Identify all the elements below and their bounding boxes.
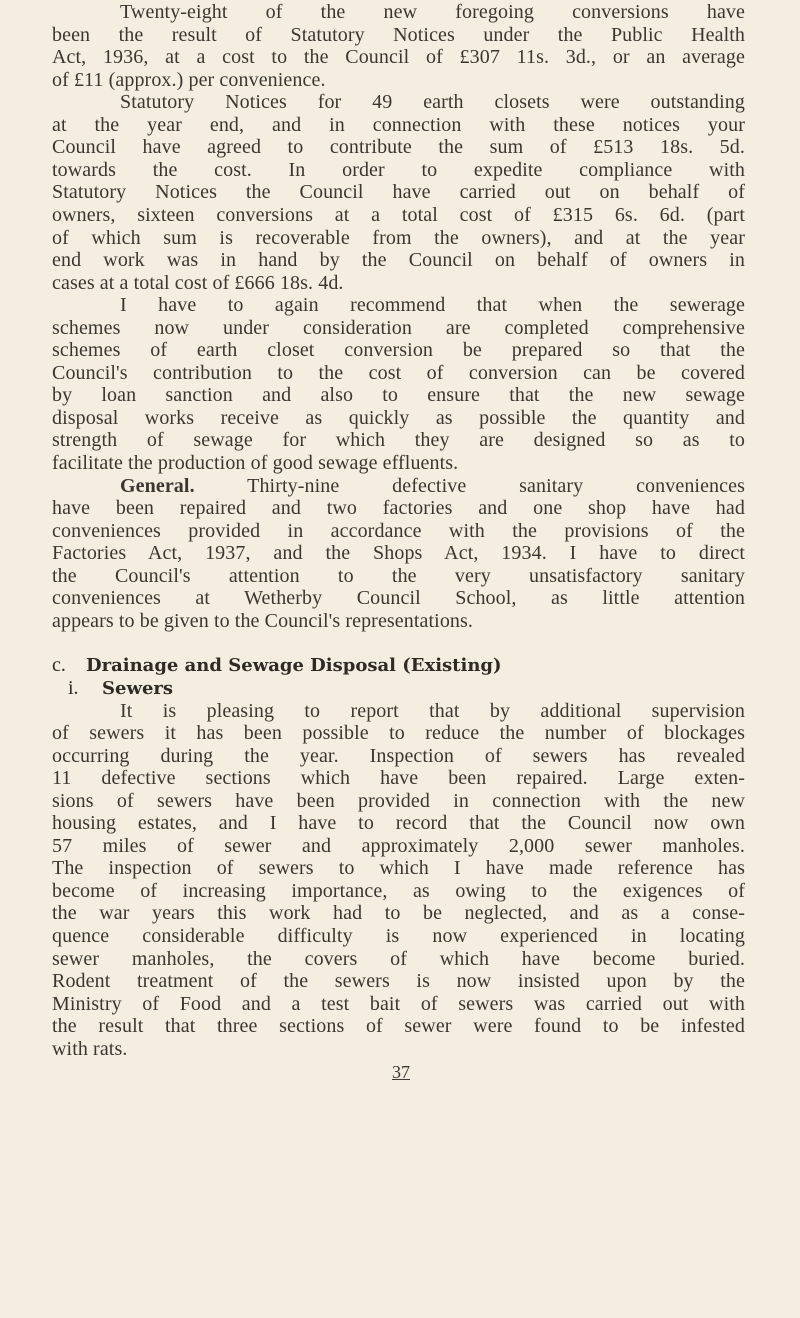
text-line: Statutory Notices the Council have carried out on behalf of xyxy=(52,181,745,204)
text-line: occurring during the year. Inspection of sewers has revealed xyxy=(52,744,745,767)
subsection-heading-title: Sewers xyxy=(102,677,174,699)
text-line: sewer manholes, the covers of which have become buried. xyxy=(52,947,745,970)
text-line: Statutory Notices for 49 earth closets were outstanding xyxy=(120,91,745,114)
text-line: the Council's attention to the very unsatisfactory sanitary xyxy=(52,564,745,587)
text-line: schemes now under consideration are completed comprehensive xyxy=(52,316,745,339)
text-line: Factories Act, 1937, and the Shops Act, 1934. I have to direct xyxy=(52,542,745,565)
text-line: become of increasing importance, as owing to the exigences of xyxy=(52,879,745,902)
text-line: Act, 1936, at a cost to the Council of £307 11s. 3d., or an average xyxy=(52,46,745,69)
text-line: been the result of Statutory Notices under the Public Health xyxy=(52,23,745,46)
text-line: at the year end, and in connection with these notices your xyxy=(52,113,745,136)
text-line: schemes of earth closet conversion be prepared so that the xyxy=(52,339,745,362)
text-line: sions of sewers have been provided in connection with the new xyxy=(52,789,745,812)
text-line: the war years this work had to be neglected, and as a conse- xyxy=(52,902,745,925)
text-line: Rodent treatment of the sewers is now insisted upon by the xyxy=(52,970,745,993)
text-line: appears to be given to the Council's representations. xyxy=(52,609,474,632)
text-line: end work was in hand by the Council on behalf of owners in xyxy=(52,249,745,272)
page-number: 37 xyxy=(392,1062,410,1082)
text-line: strength of sewage for which they are designed so as to xyxy=(52,429,745,452)
text-line: 11 defective sections which have been repaired. Large exten- xyxy=(52,767,745,790)
text-line xyxy=(120,475,745,497)
text-line: quence considerable difficulty is now experienced in locating xyxy=(52,925,745,947)
text-line: I have to again recommend that when the sewerage xyxy=(120,294,745,317)
subsection-heading xyxy=(68,677,173,700)
text-line: disposal works receive as quickly as possible the quantity and xyxy=(52,406,745,429)
text-line: of which sum is recoverable from the owners), and at the year xyxy=(52,226,745,249)
text-line: of sewers it has been possible to reduce the number of blockages xyxy=(52,722,745,745)
paragraph-lead: General. xyxy=(120,474,195,497)
text-line: conveniences provided in accordance with the provisions of the xyxy=(52,519,745,542)
text-line: owners, sixteen conversions at a total cost of £315 6s. 6d. (part xyxy=(52,203,745,226)
text-line: cases at a total cost of £666 18s. 4d. xyxy=(52,271,344,294)
text-line: the result that three sections of sewer were found to be infested xyxy=(52,1015,745,1038)
text-line: conveniences at Wetherby Council School, as little attention xyxy=(52,587,745,610)
text-line: towards the cost. In order to expedite compliance with xyxy=(52,158,745,181)
text-line: Ministry of Food and a test bait of sewers was carried out with xyxy=(52,992,745,1015)
text-line: with rats. xyxy=(52,1037,128,1060)
text-line: of £11 (approx.) per convenience. xyxy=(52,68,326,91)
text-line: The inspection of sewers to which I have made reference has xyxy=(52,857,745,880)
text-line: have been repaired and two factories and one shop have had xyxy=(52,497,745,520)
section-heading-number: c. xyxy=(52,654,66,677)
text-line: It is pleasing to report that by additional supervision xyxy=(120,699,745,722)
section-heading-title: Drainage and Sewage Disposal (Existing) xyxy=(86,655,502,677)
text-line: Council's contribution to the cost of conversion can be covered xyxy=(52,361,745,384)
line-text: Thirty-nine defective sanitary conveniences xyxy=(247,474,745,497)
text-line: by loan sanction and also to ensure that the new sewage xyxy=(52,384,745,407)
subsection-heading-number: i. xyxy=(68,676,79,699)
text-line: Council have agreed to contribute the sum of £513 18s. 5d. xyxy=(52,136,745,159)
text-line: facilitate the production of good sewage effluents. xyxy=(52,452,459,474)
text-line: housing estates, and I have to record that the Council now own xyxy=(52,812,745,835)
text-line: Twenty-eight of the new foregoing conversions have xyxy=(120,1,745,23)
text-line: 57 miles of sewer and approximately 2,000 sewer manholes. xyxy=(52,834,745,857)
section-heading xyxy=(52,654,502,677)
